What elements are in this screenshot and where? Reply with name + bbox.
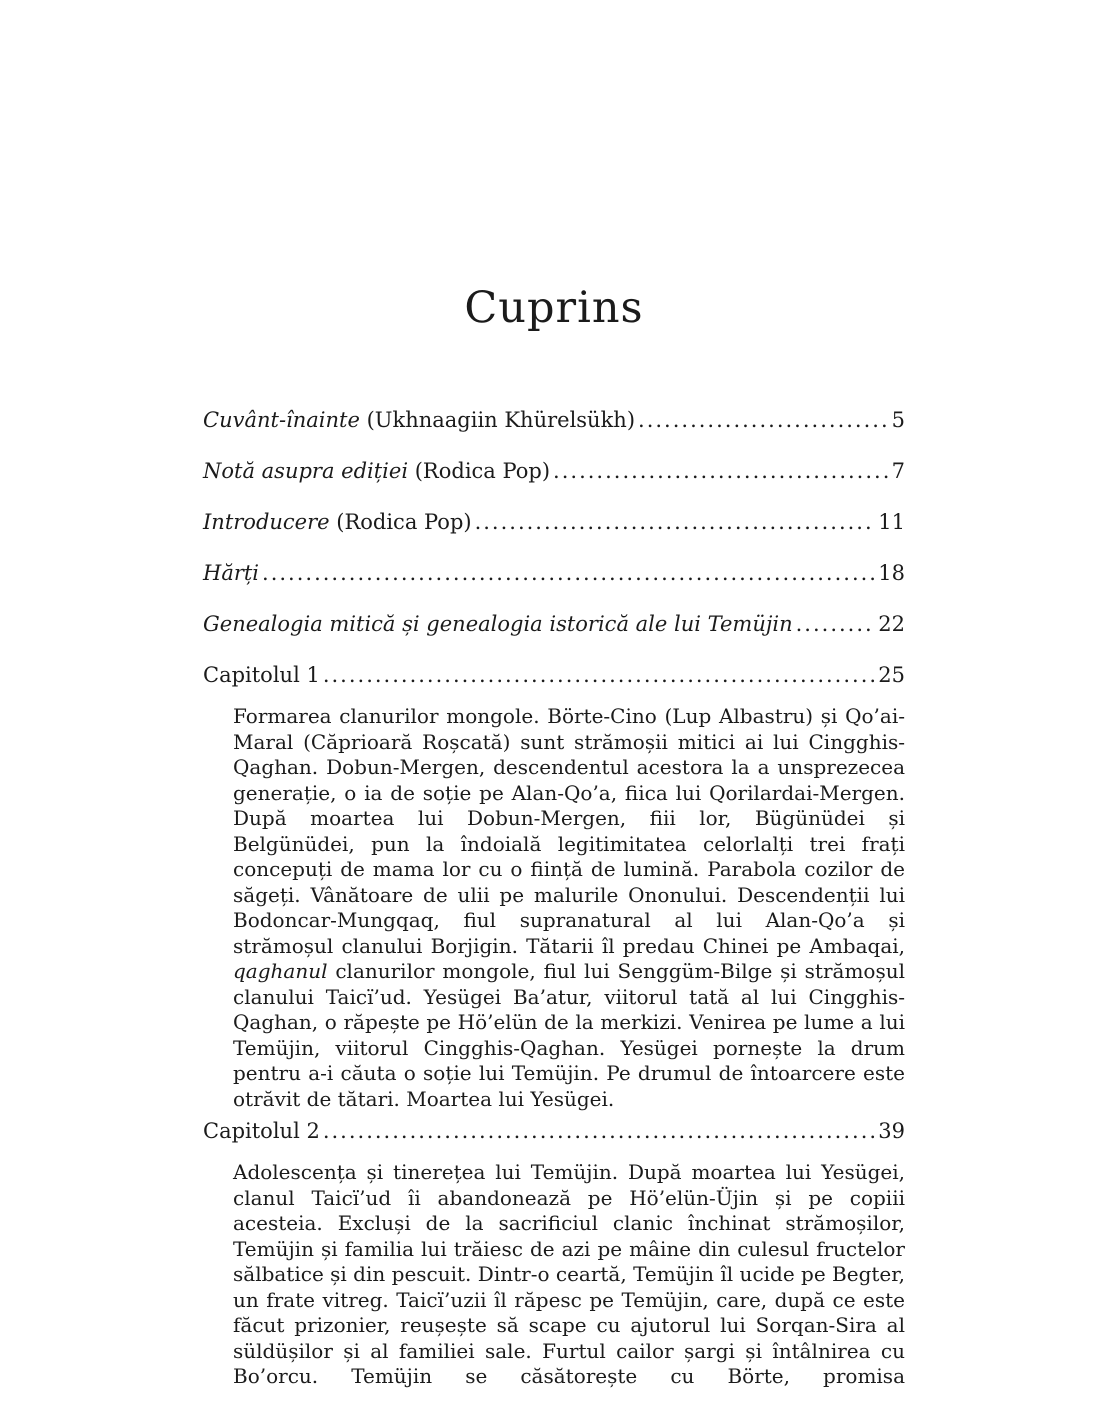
chapter-1-summary xyxy=(233,704,905,1112)
toc-entry-genealogia xyxy=(203,611,905,637)
summary-text: Formarea clanurilor mongole. Börte-Cino (Lup Albastru) și Qo’ai-Maral (Căprioară Roșcată) sunt strămoșii mitici ai lui Cingghis-Qaghan. Dobun-Mergen, descendentul acestora la a unsprezecea generație, o ia de soție pe Alan-Qo’a, fiica lui Qorilardai-Mergen. După moartea lui Dobun-Mergen, fiii lor, Bügünüdei și Belgünüdei, pun la îndoială legitimitatea celorlalți trei frați concepuți de mama lor cu o ființă de lumină. Parabola cozilor de săgeți. Vânătoare de ulii pe malurile Ononului. Descendenții lui Bodoncar-Mungqaq, fiul supranatural al lui Alan-Qo’a și strămoșul clanului Borjigin. Tătarii îl predau Chinei pe Ambaqai, xyxy=(233,704,905,958)
toc-entry-introducere xyxy=(203,509,905,535)
toc-entry-detail: (Rodica Pop) xyxy=(408,459,551,483)
summary-text: clanurilor mongole, fiul lui Senggüm-Bilge și strămoșul clanului Taicï’ud. Yesügei Ba’atur, viitorul tată al lui Cingghis-Qaghan, o răpește pe Hö’elün de la merkizi. Venirea pe lume a lui Temüjin, viitorul Cingghis-Qaghan. Yesügei pornește la drum pentru a-i căuta o soție lui Temüjin. Pe drumul de întoarcere este otrăvit de tătari. Moartea lui Yesügei. xyxy=(233,959,905,1111)
page-content xyxy=(203,0,905,1396)
dot-leader xyxy=(323,1118,875,1144)
toc-entry-capitolul-2 xyxy=(203,1118,905,1144)
toc-entry-page-number: 22 xyxy=(878,612,905,636)
toc-entry-detail: (Rodica Pop) xyxy=(329,510,472,534)
toc-entry-page-number: 7 xyxy=(891,459,905,483)
dot-leader xyxy=(796,611,876,637)
dot-leader xyxy=(475,509,876,535)
toc-entry-title: Introducere xyxy=(203,510,330,534)
table-of-contents xyxy=(203,407,905,1390)
summary-text: Adolescența și tinerețea lui Temüjin. După moartea lui Yesügei, clanul Taicï’ud îi abandonează pe Hö’elün-Üjin și pe copiii acesteia. Excluși de la sacrificiul clanic închinat strămoșilor, Temüjin și familia lui trăiesc de azi pe mâine din culesul fructelor sălbatice și din pescuit. Dintr-o ceartă, Temüjin îl ucide pe Begter, un frate vitreg. Taicï’uzii îl răpesc pe Temüjin, care, după ce este făcut prizonier, reușește să scape cu ajutorul lui Sorqan-Sira al süldüșilor și al familiei sale. Furtul cailor șargi și întâlnirea cu Bo’orcu. Temüjin se căsătorește cu Börte, promisa xyxy=(233,1160,905,1388)
dot-leader xyxy=(323,662,875,688)
toc-entry-cuvant-inainte xyxy=(203,407,905,433)
toc-entry-title: Genealogia mitică și genealogia istorică ale lui Temüjin xyxy=(203,612,793,636)
toc-entry-page-number: 5 xyxy=(891,408,905,432)
dot-leader xyxy=(262,560,875,586)
toc-entry-page-number: 11 xyxy=(878,510,905,534)
toc-entry-title: Notă asupra ediției xyxy=(203,459,409,483)
toc-entry-nota-asupra-editiei xyxy=(203,458,905,484)
toc-entry-capitolul-1 xyxy=(203,662,905,688)
toc-entry-title: Capitolul 1 xyxy=(203,663,320,687)
dot-leader xyxy=(553,458,889,484)
toc-entry-harti xyxy=(203,560,905,586)
page-title: Cuprins xyxy=(464,283,644,333)
toc-entry-page-number: 18 xyxy=(878,561,905,585)
toc-entry-detail: (Ukhnaagiin Khürelsükh) xyxy=(359,408,636,432)
toc-entry-title: Hărți xyxy=(203,561,260,585)
toc-entry-page-number: 25 xyxy=(878,663,905,687)
summary-italic-term: qaghanul xyxy=(233,959,328,983)
chapter-2-summary xyxy=(233,1160,905,1390)
toc-entry-title: Cuvânt-înainte xyxy=(203,408,360,432)
dot-leader xyxy=(638,407,889,433)
toc-entry-page-number: 39 xyxy=(878,1119,905,1143)
toc-entry-title: Capitolul 2 xyxy=(203,1119,320,1143)
